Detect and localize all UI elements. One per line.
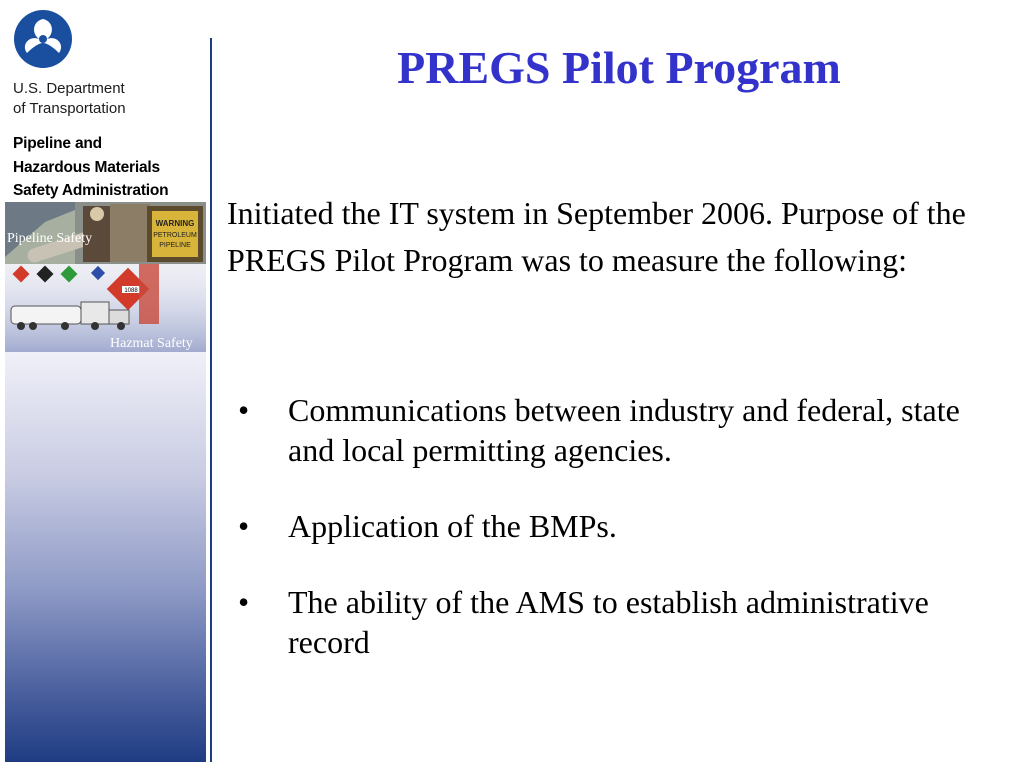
agency-line-1: Pipeline and (13, 135, 102, 152)
bullet-item (238, 390, 1008, 470)
bullet-icon: • (238, 584, 250, 620)
placard-number: 1088 (124, 288, 138, 294)
dot-triskelion-logo-icon (13, 9, 73, 69)
pipeline-safety-caption: Pipeline Safety (7, 231, 93, 246)
agency-line-2: Hazardous Materials (13, 158, 160, 176)
bullet-icon: • (238, 508, 250, 544)
agency-line-3: Safety Administration (13, 182, 169, 199)
slide-title: PREGS Pilot Program (397, 42, 841, 93)
warning-sign-line-2: PETROLEUM (153, 232, 197, 239)
bullet-text: Communications between industry and federal, state and local permitting agencies. (288, 392, 960, 468)
bullet-list (238, 390, 1008, 662)
intro-paragraph: Initiated the IT system in September 2006. Purpose of the PREGS Pilot Program was to measure the following: (227, 195, 966, 278)
department-line-2: of Transportation (13, 100, 126, 117)
department-name (13, 79, 126, 119)
bullet-text: Application of the BMPs. (288, 508, 617, 544)
safety-banner-image (5, 202, 206, 352)
bullet-item (238, 582, 1008, 662)
hazmat-safety-caption: Hazmat Safety (110, 336, 193, 351)
bullet-text: The ability of the AMS to establish administrative record (288, 584, 929, 660)
department-line-1: U.S. Department (13, 80, 125, 97)
warning-sign-line-3: PIPELINE (159, 242, 191, 249)
warning-sign-line-1: WARNING (155, 219, 195, 228)
bullet-icon: • (238, 392, 250, 428)
sidebar (0, 0, 212, 768)
vertical-divider (210, 38, 212, 762)
sidebar-gradient-strip (5, 352, 206, 762)
agency-name (13, 132, 168, 203)
bullet-item (238, 506, 1008, 546)
